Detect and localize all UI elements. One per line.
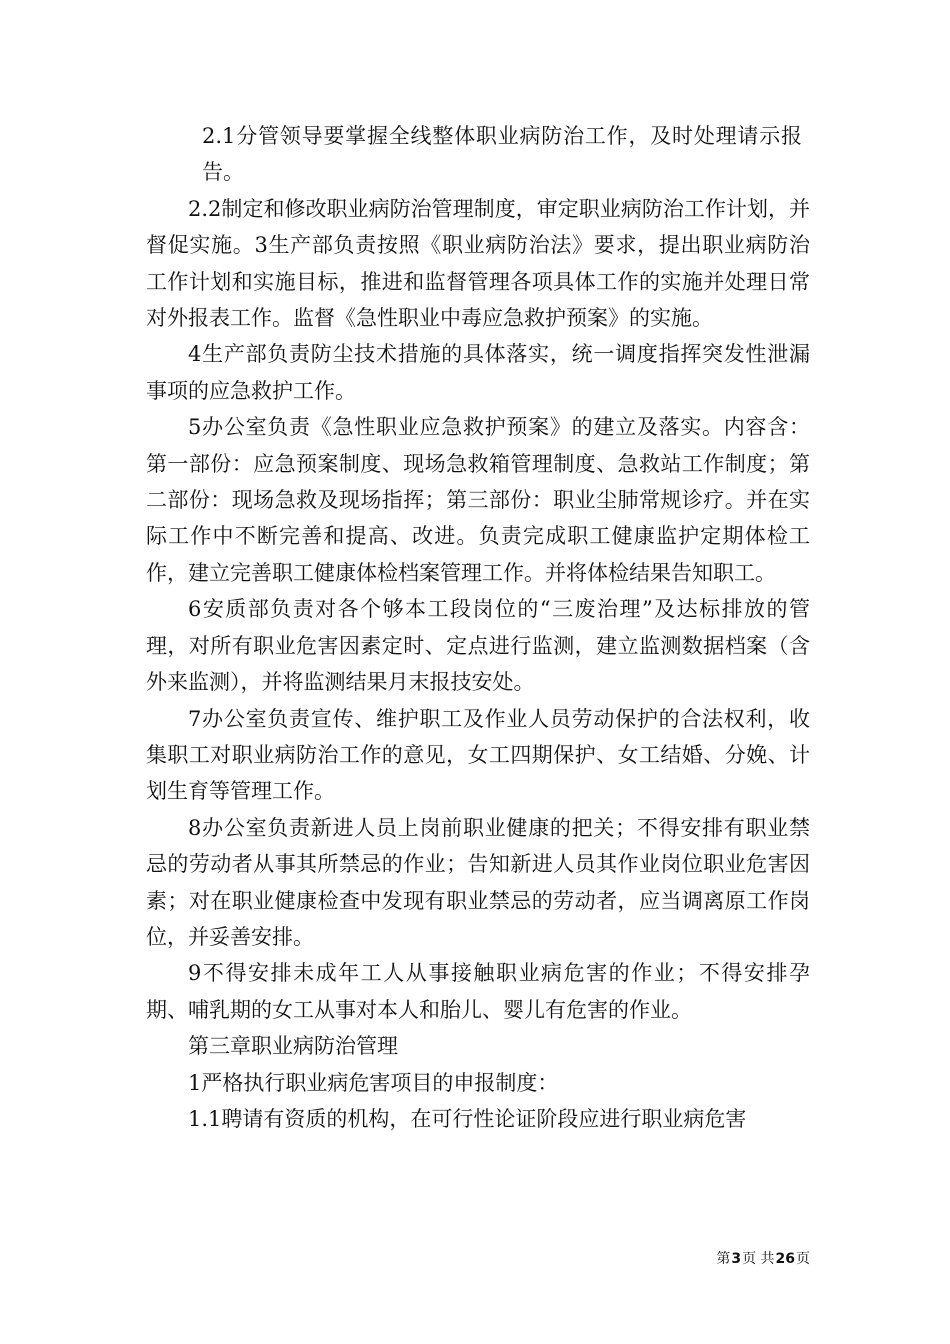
footer-suffix: 页	[796, 1251, 810, 1267]
paragraph-8: 8办公室负责新进人员上岗前职业健康的把关；不得安排有职业禁忌的劳动者从事其所禁忌的作业；告知新进人员其作业岗位职业危害因素；对在职业健康检查中发现有职业禁忌的劳动者，应当调离原工作岗位，并妥善安排。	[146, 815, 810, 949]
page-footer	[716, 1248, 810, 1268]
paragraph-6: 6安质部负责对各个够本工段岗位的“三废治理”及达标排放的管理，对所有职业危害因素定时、定点进行监测，建立监测数据档案（含外来监测），并将监测结果月末报技安处。	[146, 597, 810, 695]
footer-middle: 页 共	[742, 1251, 775, 1267]
footer-total-pages: 26	[775, 1251, 795, 1267]
chapter-heading: 第三章职业病防治管理	[188, 1034, 398, 1059]
paragraph-7: 7办公室负责宣传、维护职工及作业人员劳动保护的合法权利，收集职工对职业病防治工作的意见，女工四期保护、女工结婚、分娩、计划生育等管理工作。	[146, 706, 810, 804]
footer-prefix: 第	[716, 1251, 731, 1267]
document-body	[146, 118, 810, 1137]
paragraph-4: 4生产部负责防尘技术措施的具体落实，统一调度指挥突发性泄漏事项的应急救护工作。	[146, 342, 810, 403]
paragraph-9: 9不得安排未成年工人从事接触职业病危害的作业；不得安排孕期、哺乳期的女工从事对本人和胎儿、婴儿有危害的作业。	[146, 961, 810, 1022]
paragraph-2-2: 2.2制定和修改职业病防治管理制度，审定职业病防治工作计划，并督促实施。3生产部负责按照《职业病防治法》要求，提出职业病防治工作计划和实施目标，推进和监督管理各项具体工作的实施并处理日常对外报表工作。监督《急性职业中毒应急救护预案》的实施。	[146, 196, 810, 331]
footer-current-page: 3	[731, 1251, 742, 1267]
paragraph-2-1: 2.1分管领导要掌握全线整体职业病防治工作，及时处理请示报告。	[202, 124, 802, 185]
paragraph-1-1: 1.1聘请有资质的机构，在可行性论证阶段应进行职业病危害	[188, 1106, 747, 1131]
paragraph-1: 1严格执行职业病危害项目的申报制度：	[188, 1070, 559, 1095]
paragraph-5: 5办公室负责《急性职业应急救护预案》的建立及落实。内容含：第一部份：应急预案制度、现场急救箱管理制度、急救站工作制度；第二部份：现场急救及现场指挥；第三部份：职业尘肺常规诊疗。并在实际工作中不断完善和提高、改进。负责完成职工健康监护定期体检工作，建立完善职工健康体检档案管理工作。并将体检结果告知职工。	[146, 415, 810, 585]
